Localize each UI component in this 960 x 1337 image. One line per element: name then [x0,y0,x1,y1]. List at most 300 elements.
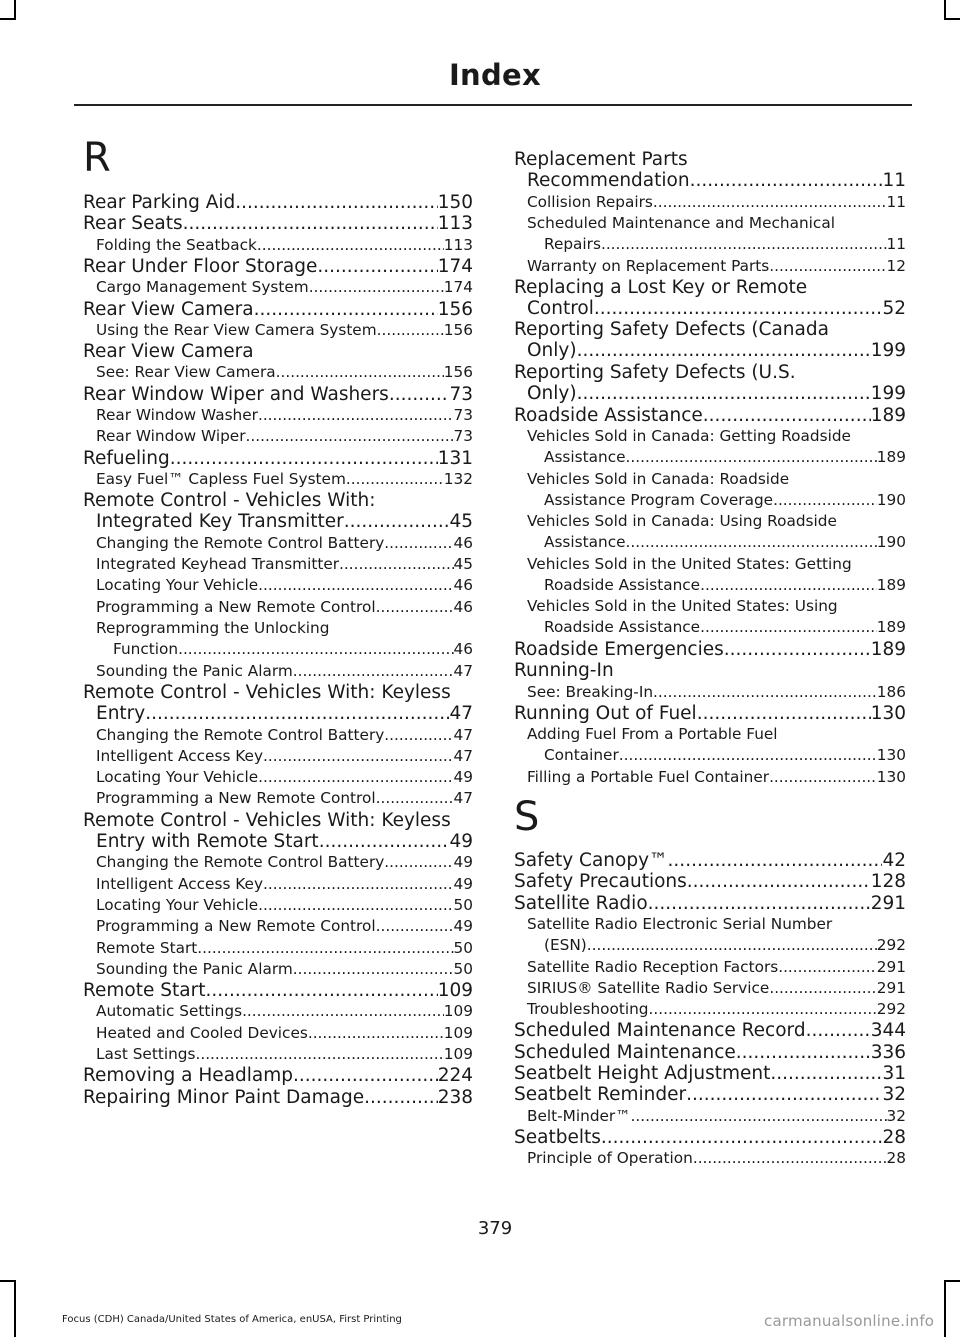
leader-dots [293,1065,438,1086]
entry-text: Only) [527,340,577,362]
index-subentry [83,277,473,298]
leader-dots [687,871,871,892]
entry-text: Recommendation [527,170,690,191]
leader-dots [308,1023,444,1044]
entry-text: Locating Your Vehicle [96,768,259,787]
index-subentry [83,746,473,767]
entry-text: Remote Control - Vehicles With: Keyless [83,809,451,831]
entry-text: Collision Repairs [527,192,653,211]
index-entry [514,893,906,914]
crop-mark-bottom-left-v [14,1280,16,1337]
entry-text: Vehicles Sold in the United States: Using [527,597,838,616]
entry-page-number: 109 [443,1002,473,1021]
entry-text: Refueling [83,447,170,469]
leader-dots [258,895,453,916]
index-subentry [514,192,906,213]
entry-text: Rear View Camera [83,298,254,320]
entry-page-number: 28 [886,1149,906,1168]
entry-text: Filling a Portable Fuel Container [527,767,770,786]
entry-text: Cargo Management System [96,278,309,297]
entry-text: Scheduled Maintenance and Mechanical [527,213,835,232]
entry-text: Troubleshooting [527,1000,649,1019]
entry-page-number: 336 [870,1041,906,1063]
entry-page-number: 47 [449,702,473,724]
entry-page-number: 42 [882,850,906,871]
leader-dots [769,767,877,788]
leader-dots [587,935,877,956]
index-subentry [514,596,906,638]
entry-text: Running-In [514,660,614,682]
index-subentry [514,511,906,553]
entry-text: Repairing Minor Paint Damage [83,1086,365,1108]
index-entry [514,871,906,892]
entry-text: Changing the Remote Control Battery [96,725,385,744]
index-entry [514,405,906,426]
entry-text: See: Rear View Camera [96,363,276,382]
leader-dots [258,405,454,426]
leader-dots [377,320,444,341]
leader-dots [594,298,883,319]
leader-dots [697,703,871,724]
entry-text: Assistance [544,447,626,466]
entry-text: Folding the Seatback [96,235,257,254]
leader-dots [263,746,454,767]
leader-dots [724,639,871,660]
entry-page-number: 199 [870,340,906,362]
leader-dots [364,1087,438,1108]
index-entry [514,639,906,660]
entry-page-number: 31 [882,1063,906,1084]
entry-text: Satellite Radio [514,892,648,914]
crop-mark-bottom-left-h [0,1280,16,1282]
entry-text: Assistance [544,533,626,552]
entry-page-number: 156 [443,363,473,382]
entry-text: Locating Your Vehicle [96,895,259,914]
entry-page-number: 49 [453,874,473,893]
crop-mark-top-right-h [944,18,960,20]
entry-text: Roadside Assistance [514,404,703,426]
index-subentry [83,554,473,575]
entry-page-number: 189 [870,638,906,660]
index-entry [83,384,473,405]
index-entry [83,810,473,852]
index-subentry [83,1044,473,1065]
leader-dots [384,725,453,746]
entry-page-number: 109 [437,980,473,1002]
leader-dots [317,256,437,277]
entry-page-number: 45 [449,511,473,533]
leader-dots [648,893,871,914]
leader-dots [258,575,453,596]
leader-dots [376,597,454,618]
index-entry [514,277,906,319]
entry-page-number: 238 [437,1086,473,1108]
index-subentry [83,426,473,447]
entry-text: Programming a New Remote Control [96,789,376,808]
leader-dots [770,1063,882,1084]
index-subentry [83,938,473,959]
index-entry [83,448,473,469]
index-entry [83,213,473,234]
entry-text: Removing a Headlamp [83,1065,294,1087]
index-entry [83,192,473,213]
index-subentry [83,895,473,916]
leader-dots [258,767,453,788]
leader-dots [690,170,883,191]
entry-text: Sounding the Panic Alarm [96,959,293,978]
entry-text: Warranty on Replacement Parts [527,256,770,275]
entry-page-number: 174 [443,278,473,297]
leader-dots [769,256,886,277]
entry-text: Programming a New Remote Control [96,917,376,936]
entry-text: SIRIUS® Satellite Radio Service [527,978,770,997]
entry-page-number: 49 [453,853,473,872]
index-subentry [83,235,473,256]
index-subentry [514,1148,906,1169]
index-subentry [514,724,906,766]
leader-dots [601,234,887,255]
entry-text: Remote Control - Vehicles With: Keyless [83,681,451,703]
entry-page-number: 128 [870,871,906,893]
entry-text: Roadside Assistance [544,575,701,594]
entry-text: Reporting Safety Defects (U.S. [514,362,796,383]
entry-page-number: 12 [886,256,906,275]
entry-text: Changing the Remote Control Battery [96,533,385,552]
index-subentry [83,597,473,618]
index-subentry [514,682,906,703]
entry-text: Satellite Radio Electronic Serial Number [527,914,833,933]
entry-page-number: 46 [453,640,473,658]
entry-text: Sounding the Panic Alarm [96,661,293,680]
entry-page-number: 292 [876,935,906,954]
leader-dots [577,383,871,404]
leader-dots [653,192,887,213]
footer-text: Focus (CDH) Canada/United States of America, enUSA, First Printing [62,1314,402,1325]
index-entry [514,1084,906,1105]
entry-page-number: 189 [876,447,906,466]
index-entry [83,1087,473,1108]
crop-mark-top-left-v [14,0,16,20]
watermark: carmanualsonline.info [764,1312,935,1330]
leader-dots [700,575,877,596]
leader-dots [773,490,877,511]
index-subentry [83,533,473,554]
entry-page-number: 174 [437,255,473,277]
entry-text: Rear Parking Aid [83,192,236,213]
entry-page-number: 291 [876,978,906,997]
entry-text: Remote Start [83,980,206,1002]
index-subentry [83,788,473,809]
leader-dots [197,938,453,959]
index-entry [514,1020,906,1041]
leader-dots [183,213,438,234]
entry-text: Adding Fuel From a Portable Fuel [527,725,778,744]
index-entry [514,703,906,724]
entry-page-number: 52 [882,297,906,319]
leader-dots [235,192,437,213]
index-entry [83,299,473,320]
index-subentry [514,426,906,468]
index-entry [83,341,473,362]
entry-page-number: 50 [453,938,473,957]
leader-dots [703,405,871,426]
leader-dots [686,1084,882,1105]
entry-page-number: 130 [870,702,906,724]
entry-text: Changing the Remote Control Battery [96,853,385,872]
leader-dots [246,426,454,447]
leader-dots [778,957,877,978]
entry-page-number: 113 [437,213,473,235]
entry-text: Reporting Safety Defects (Canada [514,319,829,341]
leader-dots [254,299,438,320]
entry-page-number: 199 [870,383,906,404]
entry-text: Intelligent Access Key [96,874,264,893]
entry-text: Roadside Assistance [544,618,701,637]
index-subentry [514,978,906,999]
index-entry [514,850,906,871]
leader-dots [700,617,877,638]
leader-dots [178,639,453,660]
entry-page-number: 189 [876,618,906,637]
entry-page-number: 156 [437,298,473,320]
entry-page-number: 291 [876,957,906,976]
entry-text: Seatbelt Reminder [514,1084,687,1106]
index-entry [514,1063,906,1084]
crop-mark-bottom-right-h [944,1280,960,1282]
index-subentry [83,362,473,383]
leader-dots [376,788,454,809]
leader-dots [346,469,444,490]
leader-dots [649,999,877,1020]
entry-page-number: 49 [449,830,473,852]
index-entry [514,319,906,361]
entry-text: Scheduled Maintenance [514,1041,736,1063]
entry-text: Container [544,746,619,765]
leader-dots [293,959,454,980]
index-subentry [83,1023,473,1044]
index-subentry [83,852,473,873]
entry-page-number: 190 [876,533,906,552]
leader-dots [619,745,877,766]
leader-dots [653,682,877,703]
leader-dots [806,1020,871,1041]
entry-page-number: 47 [453,789,473,808]
entry-page-number: 344 [870,1020,906,1042]
entry-text: Entry [96,702,146,724]
leader-dots [309,277,444,298]
entry-text: Safety Precautions [514,871,687,893]
index-subentry [83,575,473,596]
entry-text: Safety Canopy™ [514,850,668,871]
entry-text: Rear View Camera [83,341,254,363]
index-subentry [514,1106,906,1127]
entry-text: See: Breaking-In [527,682,654,701]
entry-page-number: 132 [443,469,473,488]
leader-dots [293,661,454,682]
entry-text: Replacement Parts [514,149,688,170]
index-subentry [83,767,473,788]
entry-page-number: 49 [453,917,473,936]
index-subentry [83,469,473,490]
entry-text: Vehicles Sold in the United States: Getting [527,554,852,573]
leader-dots [339,554,454,575]
entry-page-number: 113 [443,235,473,254]
entry-page-number: 11 [882,170,906,191]
index-entry [83,490,473,532]
entry-text: Easy Fuel™ Capless Fuel System [96,469,346,488]
entry-text: Entry with Remote Start [96,830,319,852]
entry-text: Running Out of Fuel [514,702,697,724]
entry-page-number: 73 [453,427,473,446]
leader-dots [736,1042,871,1063]
entry-page-number: 50 [453,895,473,914]
index-entry [514,1127,906,1148]
entry-text: Seatbelts [514,1126,601,1148]
entry-page-number: 131 [437,447,473,469]
leader-dots [319,831,450,852]
entry-page-number: 130 [876,767,906,786]
entry-text: Roadside Emergencies [514,638,724,660]
entry-text: Satellite Radio Reception Factors [527,957,779,976]
entry-page-number: 32 [882,1084,906,1106]
leader-dots [276,362,444,383]
index-subentry [514,999,906,1020]
index-subentry [83,874,473,895]
entry-page-number: 47 [453,746,473,765]
entry-text: Programming a New Remote Control [96,597,376,616]
entry-text: Replacing a Lost Key or Remote [514,276,808,298]
entry-page-number: 49 [453,768,473,787]
page-title: Index [448,58,542,92]
entry-page-number: 46 [453,597,473,616]
entry-text: Integrated Keyhead Transmitter [96,555,340,574]
entry-page-number: 28 [882,1126,906,1148]
index-entry [514,362,906,404]
leader-dots [769,978,876,999]
entry-text: Remote Control - Vehicles With: [83,490,376,512]
entry-text: Rear Seats [83,213,183,235]
section-letter: S [514,794,540,840]
entry-text: Vehicles Sold in Canada: Getting Roadside [527,426,851,445]
leader-dots [626,447,877,468]
index-subentry [83,725,473,746]
leader-dots [257,235,444,256]
leader-dots [195,1044,443,1065]
entry-text: Seatbelt Height Adjustment [514,1063,771,1084]
entry-text: Last Settings [96,1045,196,1063]
entry-page-number: 130 [876,746,906,765]
section-letter: R [83,135,111,181]
leader-dots [170,448,438,469]
leader-dots [376,916,454,937]
entry-page-number: 109 [443,1045,473,1063]
entry-page-number: 32 [886,1106,906,1125]
entry-page-number: 224 [437,1065,473,1087]
entry-text: Principle of Operation [527,1149,693,1168]
leader-dots [242,1001,444,1022]
entry-text: Rear Under Floor Storage [83,255,318,277]
leader-dots [668,850,883,871]
leader-dots [626,532,877,553]
entry-page-number: 73 [453,406,473,424]
entry-text: Assistance Program Coverage [544,490,774,509]
index-entry [514,149,906,191]
entry-page-number: 47 [453,725,473,744]
index-entry [83,980,473,1001]
index-entry [83,256,473,277]
entry-page-number: 47 [453,661,473,680]
entry-text: Intelligent Access Key [96,746,264,765]
entry-text: Using the Rear View Camera System [96,320,377,339]
index-subentry [514,554,906,596]
index-entry [83,682,473,724]
index-subentry [83,618,473,660]
entry-page-number: 73 [449,383,473,405]
leader-dots [384,533,453,554]
entry-page-number: 190 [876,490,906,509]
index-subentry [83,405,473,426]
crop-mark-top-right-v [944,0,946,20]
header-rule [74,104,912,106]
entry-text: Remote Start [96,938,198,957]
entry-page-number: 292 [876,1000,906,1019]
leader-dots [263,874,454,895]
crop-mark-top-left-h [0,18,16,20]
entry-text: Rear Window Wiper and Washers [83,383,389,405]
index-entry [514,1042,906,1063]
leader-dots [577,340,871,361]
entry-page-number: 45 [453,555,473,574]
entry-text: Automatic Settings [96,1002,243,1021]
leader-dots [384,852,453,873]
leader-dots [631,1106,887,1127]
index-subentry [514,256,906,277]
entry-text: Scheduled Maintenance Record [514,1020,806,1042]
leader-dots [145,703,449,724]
entry-page-number: 186 [876,682,906,701]
entry-text: Rear Window Wiper [96,427,246,446]
index-subentry [83,1001,473,1022]
entry-page-number: 11 [886,234,906,253]
entry-page-number: 46 [453,533,473,552]
entry-text: Belt-Minder™ [527,1106,631,1125]
entry-text: Only) [527,383,577,404]
page-number: 379 [477,1218,513,1239]
index-subentry [514,914,906,956]
entry-page-number: 46 [453,576,473,595]
entry-page-number: 50 [453,959,473,978]
index-subentry [514,469,906,511]
entry-page-number: 156 [443,320,473,339]
leader-dots [693,1148,887,1169]
entry-text: Control [527,297,594,319]
index-subentry [514,213,906,255]
entry-text: Integrated Key Transmitter [96,511,344,533]
entry-page-number: 189 [876,575,906,594]
index-subentry [514,957,906,978]
entry-page-number: 291 [870,892,906,914]
index-subentry [83,916,473,937]
index-subentry [83,320,473,341]
entry-text: Locating Your Vehicle [96,576,259,595]
entry-text: Rear Window Washer [96,406,258,424]
entry-text: (ESN) [544,935,587,954]
entry-page-number: 11 [886,192,906,211]
index-subentry [514,767,906,788]
leader-dots [205,980,437,1001]
index-subentry [83,661,473,682]
entry-text: Vehicles Sold in Canada: Roadside [527,469,790,488]
